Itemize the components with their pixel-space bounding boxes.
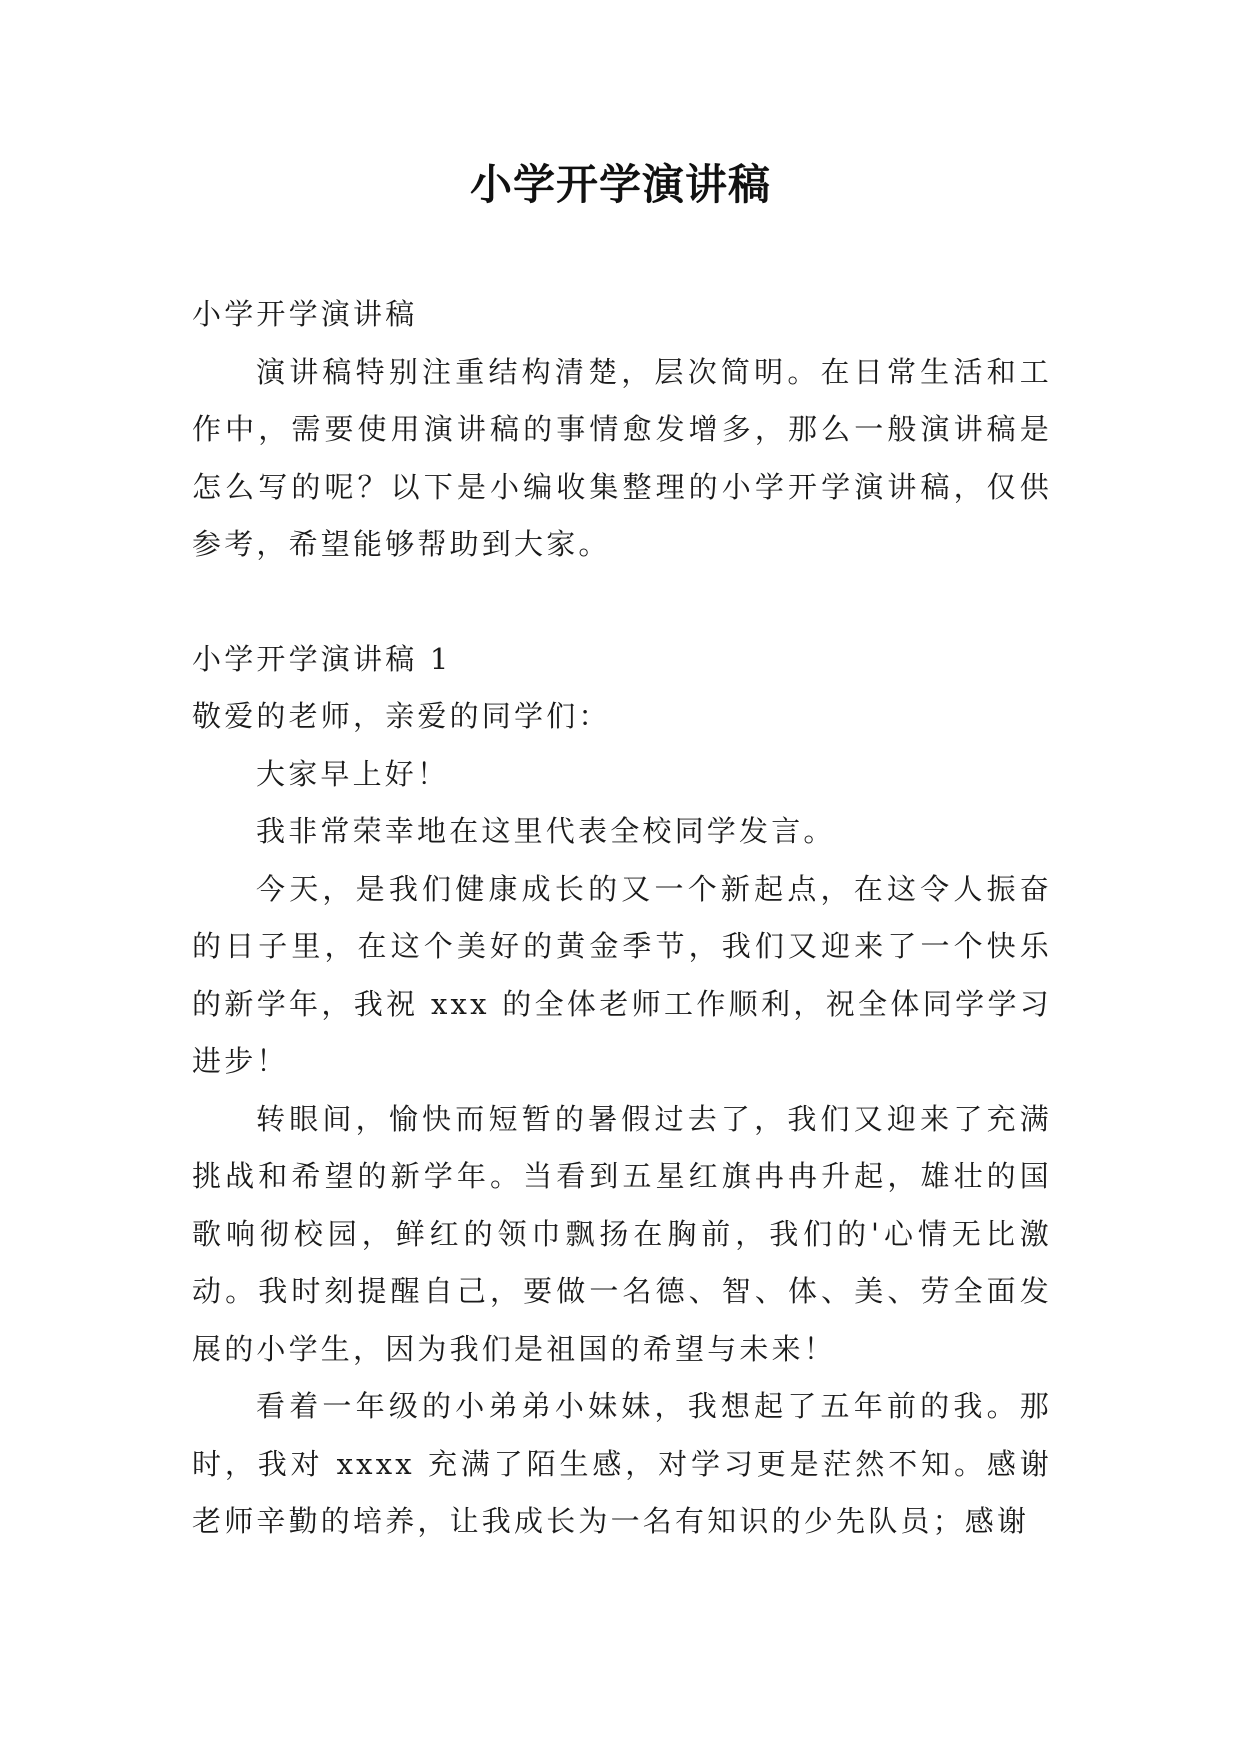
body-paragraph-4: 看着一年级的小弟弟小妹妹，我想起了五年前的我。那时，我对 xxxx 充满了陌生感，对学习更是茫然不知。感谢老师辛勤的培养，让我成长为一名有知识的少先队员；感谢 bbox=[192, 1389, 1052, 1538]
intro-paragraph: 演讲稿特别注重结构清楚，层次简明。在日常生活和工作中，需要使用演讲稿的事情愈发增多，那么一般演讲稿是怎么写的呢？以下是小编收集整理的小学开学演讲稿，仅供参考，希望能够帮助到大家。 bbox=[192, 354, 1052, 561]
document-title: 小学开学演讲稿 bbox=[469, 160, 771, 209]
section-heading: 小学开学演讲稿 1 bbox=[192, 641, 452, 676]
salutation: 敬爱的老师，亲爱的同学们： bbox=[192, 699, 611, 733]
greeting-paragraph: 大家早上好！ bbox=[256, 756, 450, 791]
body-paragraph-1: 我非常荣幸地在这里代表全校同学发言。 bbox=[256, 814, 836, 848]
body-paragraph-3: 转眼间，愉快而短暂的暑假过去了，我们又迎来了充满挑战和希望的新学年。当看到五星红旗冉冉升起，雄壮的国歌响彻校园，鲜红的领巾飘扬在胸前，我们的'心情无比激动。我时刻提醒自己，要做一名德、智、体、美、劳全面发展的小学生，因为我们是祖国的希望与未来！ bbox=[192, 1101, 1052, 1366]
document-body bbox=[192, 286, 1052, 1551]
subtitle: 小学开学演讲稿 bbox=[192, 297, 418, 331]
body-paragraph-2: 今天，是我们健康成长的又一个新起点，在这令人振奋的日子里，在这个美好的黄金季节，我们又迎来了一个快乐的新学年，我祝 xxx 的全体老师工作顺利，祝全体同学学习进步！ bbox=[192, 871, 1052, 1078]
